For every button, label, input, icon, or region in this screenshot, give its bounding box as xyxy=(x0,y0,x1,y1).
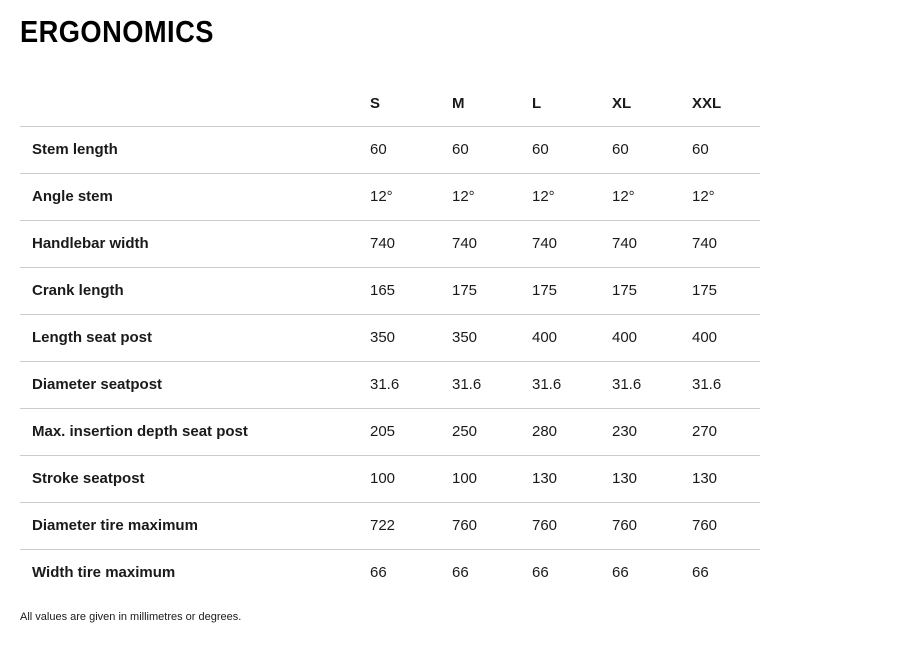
spec-value: 12° xyxy=(612,188,635,205)
spec-value: 175 xyxy=(612,282,638,299)
size-header-empty-cell xyxy=(20,81,370,126)
spec-value: 230 xyxy=(612,423,638,440)
spec-value: 130 xyxy=(692,470,718,487)
spec-value: 60 xyxy=(452,141,469,158)
spec-row-label: Width tire maximum xyxy=(32,564,176,582)
spec-value: 100 xyxy=(452,470,478,487)
spec-value: 31.6 xyxy=(452,376,482,393)
spec-value: 280 xyxy=(532,423,558,440)
size-column-header-xl: XL xyxy=(612,81,692,126)
spec-value: 722 xyxy=(370,517,396,534)
spec-value: 66 xyxy=(452,564,469,582)
table-row xyxy=(20,220,760,267)
spec-value: 66 xyxy=(612,564,629,582)
spec-value: 60 xyxy=(532,141,549,158)
spec-value: 760 xyxy=(452,517,478,534)
size-column-header-xxl: XXL xyxy=(692,81,760,126)
table-row xyxy=(20,267,760,314)
spec-value: 760 xyxy=(612,517,638,534)
spec-row-label: Handlebar width xyxy=(32,235,149,252)
ergonomics-table xyxy=(20,81,760,596)
spec-value: 31.6 xyxy=(612,376,642,393)
spec-value: 270 xyxy=(692,423,718,440)
spec-row-label: Stroke seatpost xyxy=(32,470,145,487)
spec-value: 60 xyxy=(612,141,629,158)
spec-value: 31.6 xyxy=(370,376,400,393)
spec-value: 12° xyxy=(532,188,555,205)
spec-value: 12° xyxy=(452,188,475,205)
page-title: ERGONOMICS xyxy=(20,14,214,49)
size-column-header-l: L xyxy=(532,81,612,126)
spec-value: 60 xyxy=(370,141,387,158)
table-row xyxy=(20,173,760,220)
size-column-header-s: S xyxy=(370,81,452,126)
spec-row-label: Max. insertion depth seat post xyxy=(32,423,248,440)
spec-value: 175 xyxy=(692,282,718,299)
spec-value: 740 xyxy=(612,235,638,252)
spec-value: 100 xyxy=(370,470,396,487)
spec-value: 250 xyxy=(452,423,478,440)
table-row xyxy=(20,126,760,173)
spec-value: 350 xyxy=(370,329,396,346)
spec-value: 12° xyxy=(370,188,393,205)
spec-value: 66 xyxy=(692,564,709,582)
spec-row-label: Angle stem xyxy=(32,188,113,205)
spec-value: 400 xyxy=(532,329,558,346)
spec-value: 205 xyxy=(370,423,396,440)
spec-value: 740 xyxy=(532,235,558,252)
table-row xyxy=(20,455,760,502)
spec-value: 165 xyxy=(370,282,396,299)
spec-row-label: Crank length xyxy=(32,282,124,299)
table-row xyxy=(20,549,760,596)
table-row xyxy=(20,502,760,549)
table-row xyxy=(20,361,760,408)
spec-value: 130 xyxy=(612,470,638,487)
spec-value: 130 xyxy=(532,470,558,487)
spec-row-label: Length seat post xyxy=(32,329,153,346)
footnote: All values are given in millimetres or degrees. xyxy=(20,611,242,623)
spec-value: 175 xyxy=(452,282,478,299)
spec-value: 400 xyxy=(612,329,638,346)
size-column-header-m: M xyxy=(452,81,532,126)
spec-value: 66 xyxy=(532,564,549,582)
spec-value: 740 xyxy=(692,235,718,252)
spec-row-label: Diameter tire maximum xyxy=(32,517,198,534)
spec-value: 740 xyxy=(452,235,478,252)
table-row xyxy=(20,314,760,361)
spec-value: 175 xyxy=(532,282,558,299)
spec-row-label: Stem length xyxy=(32,141,118,158)
table-row xyxy=(20,408,760,455)
spec-value: 760 xyxy=(692,517,718,534)
size-header-row xyxy=(20,81,760,126)
spec-value: 400 xyxy=(692,329,718,346)
spec-value: 31.6 xyxy=(532,376,562,393)
spec-value: 31.6 xyxy=(692,376,722,393)
spec-value: 66 xyxy=(370,564,387,582)
spec-value: 350 xyxy=(452,329,478,346)
spec-value: 760 xyxy=(532,517,558,534)
spec-row-label: Diameter seatpost xyxy=(32,376,163,393)
spec-value: 60 xyxy=(692,141,709,158)
ergonomics-page xyxy=(0,16,899,658)
spec-value: 740 xyxy=(370,235,396,252)
spec-value: 12° xyxy=(692,188,715,205)
